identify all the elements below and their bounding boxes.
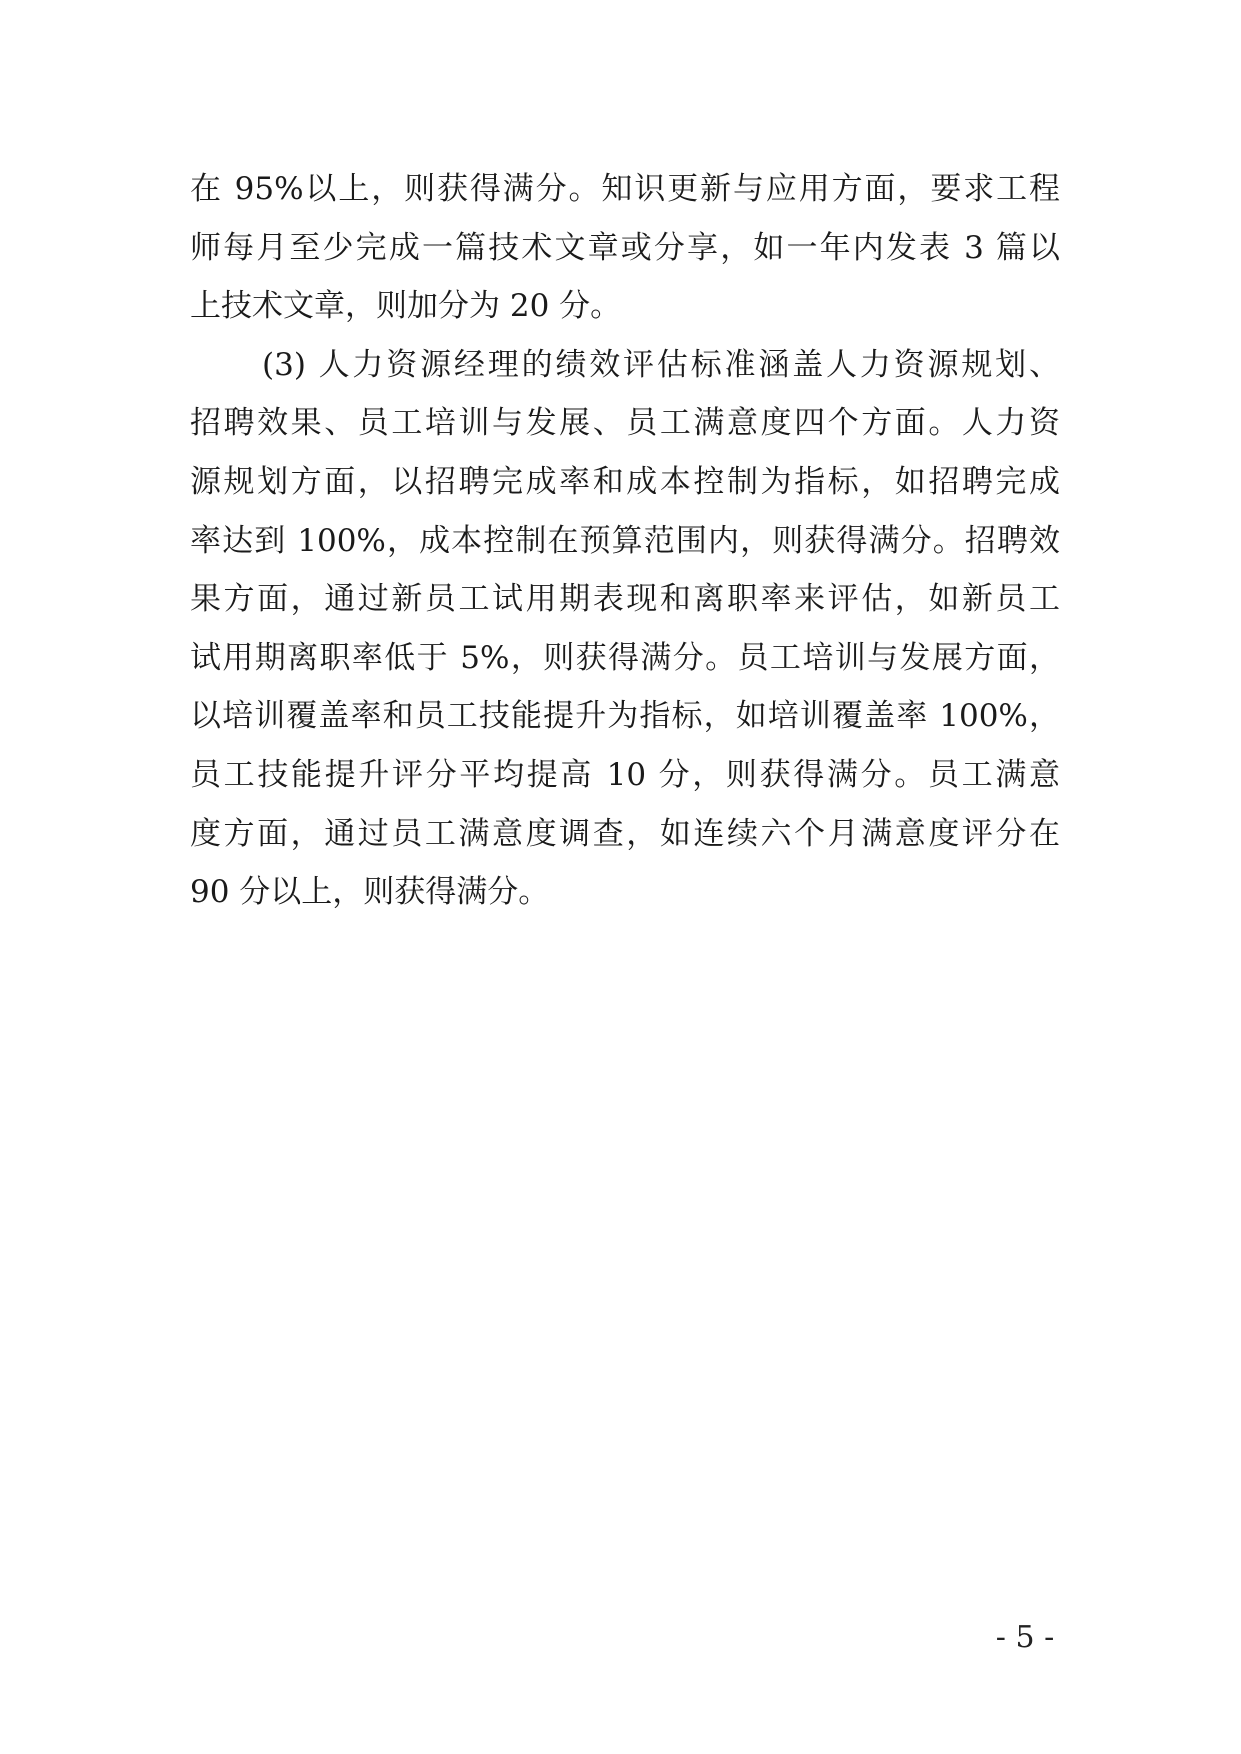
text-line: 以培训覆盖率和员工技能提升为指标，如培训覆盖率 100%， (190, 698, 1060, 735)
text-line: 度方面，通过员工满意度调查，如连续六个月满意度评分在 (190, 815, 1060, 852)
text-line: 试用期离职率低于 5%，则获得满分。员工培训与发展方面， (190, 639, 1060, 676)
text-line: (3) 人力资源经理的绩效评估标准涵盖人力资源规划、 (262, 346, 1060, 383)
paragraph-2 (190, 336, 1060, 922)
text-line: 90 分以上，则获得满分。 (190, 874, 550, 911)
text-line: 上技术文章，则加分为 20 分。 (190, 288, 622, 325)
text-line: 师每月至少完成一篇技术文章或分享，如一年内发表 3 篇以 (190, 229, 1060, 266)
text-line: 招聘效果、员工培训与发展、员工满意度四个方面。人力资 (190, 405, 1060, 442)
text-line: 员工技能提升评分平均提高 10 分，则获得满分。员工满意 (190, 756, 1060, 793)
text-line: 在 95%以上，则获得满分。知识更新与应用方面，要求工程 (190, 171, 1060, 207)
text-line: 率达到 100%，成本控制在预算范围内，则获得满分。招聘效 (190, 522, 1060, 559)
text-line: 源规划方面，以招聘完成率和成本控制为指标，如招聘完成 (190, 463, 1060, 500)
body-text (190, 160, 1060, 922)
text-line: 果方面，通过新员工试用期表现和离职率来评估，如新员工 (190, 581, 1060, 618)
page-number: - 5 - (995, 1620, 1055, 1655)
paragraph-1 (190, 160, 1060, 336)
